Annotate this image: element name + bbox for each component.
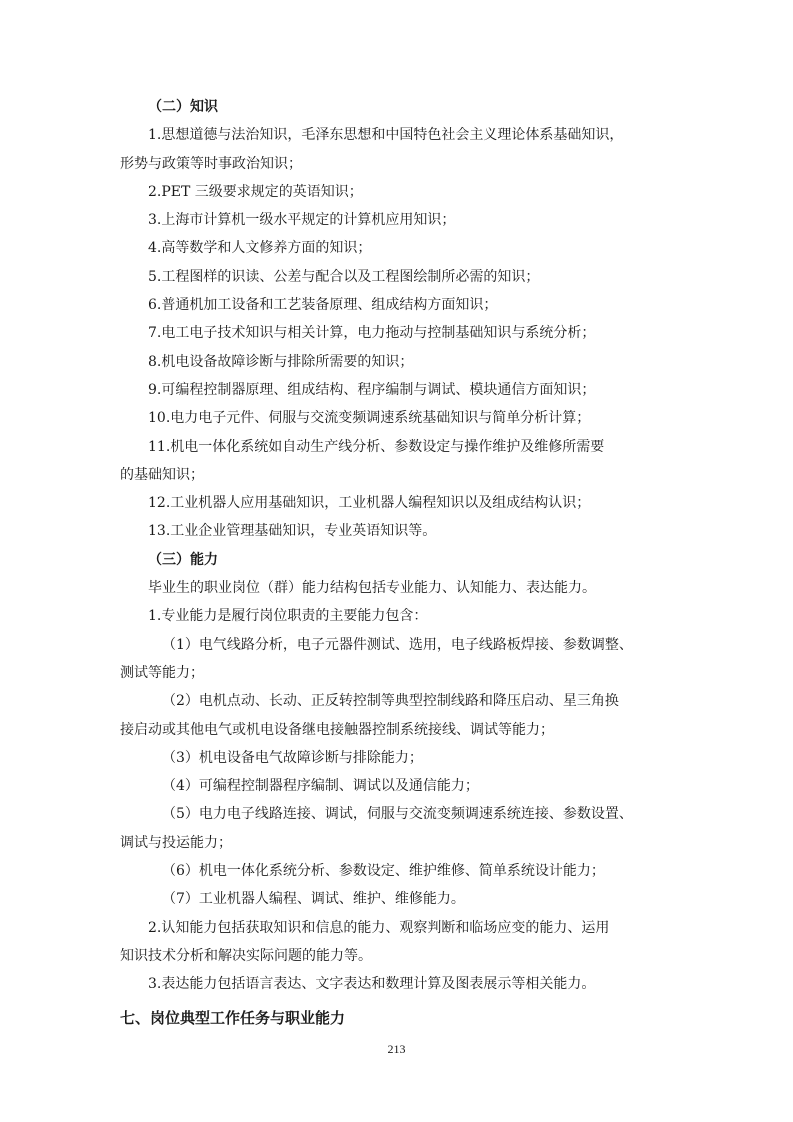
knowledge-item-8: 8.机电设备故障诊断与排除所需要的知识； [148,353,414,370]
professional-item-1-cont: 测试等能力； [120,664,204,681]
knowledge-item-9: 9.可编程控制器原理、组成结构、程序编制与调试、模块通信方面知识； [148,381,596,398]
knowledge-item-11: 11.机电一体化系统如自动生产线分析、参数设定与操作维护及维修所需要 [148,438,605,455]
knowledge-item-3: 3.上海市计算机一级水平规定的计算机应用知识； [148,212,456,229]
section-heading: 七、岗位典型工作任务与职业能力 [120,1008,346,1027]
cognitive-ability-cont: 知识技术分析和解决实际问题的能力等。 [120,947,372,964]
ability-intro: 毕业生的职业岗位（群）能力结构包括专业能力、认知能力、表达能力。 [148,580,596,597]
cognitive-ability: 2.认知能力包括获取知识和信息的能力、观察判断和临场应变的能力、运用 [148,919,610,936]
professional-ability-title: 1.专业能力是履行岗位职责的主要能力包含： [148,608,428,625]
professional-item-4: （4）可编程控制器程序编制、调试以及通信能力； [162,778,479,795]
knowledge-item-1: 1.思想道德与法治知识，毛泽东思想和中国特色社会主义理论体系基础知识， [148,127,624,144]
expression-ability: 3.表达能力包括语言表达、文字表达和数理计算及图表展示等相关能力。 [148,976,596,993]
knowledge-item-2: 2.PET 三级要求规定的英语知识； [148,183,363,200]
knowledge-item-13: 13.工业企业管理基础知识，专业英语知识等。 [148,523,437,540]
professional-item-5-cont: 调试与投运能力； [120,834,232,851]
professional-item-5: （5）电力电子线路连接、调试，伺服与交流变频调速系统连接、参数设置、 [162,806,633,823]
professional-item-2-cont: 接启动或其他电气或机电设备继电接触器控制系统接线、调试等能力； [120,721,554,738]
knowledge-item-4: 4.高等数学和人文修养方面的知识； [148,240,372,257]
professional-item-7: （7）工业机器人编程、调试、维护、维修能力。 [162,891,465,908]
page-number: 213 [387,1042,406,1056]
knowledge-item-6: 6.普通机加工设备和工艺装备原理、组成结构方面知识； [148,297,498,314]
knowledge-item-5: 5.工程图样的识读、公差与配合以及工程图绘制所必需的知识； [148,268,540,285]
knowledge-heading: （二）知识 [148,99,218,115]
professional-item-6: （6）机电一体化系统分析、参数设定、维护维修、简单系统设计能力； [162,863,605,880]
professional-item-1: （1）电气线路分析，电子元器件测试、选用，电子线路板焊接、参数调整、 [162,636,633,653]
professional-item-2: （2）电机点动、长动、正反转控制等典型控制线路和降压启动、星三角换 [162,693,619,710]
knowledge-item-10: 10.电力电子元件、伺服与交流变频调速系统基础知识与简单分析计算； [148,410,591,427]
page-content [120,93,680,1033]
ability-heading: （三）能力 [148,551,218,568]
knowledge-item-11-cont: 的基础知识； [120,466,204,483]
professional-item-3: （3）机电设备电气故障诊断与排除能力； [162,749,423,766]
knowledge-item-1-cont: 形势与政策等时事政治知识； [120,155,302,172]
knowledge-item-12: 12.工业机器人应用基础知识，工业机器人编程知识以及组成结构认识； [148,495,591,512]
knowledge-item-7: 7.电工电子技术知识与相关计算，电力拖动与控制基础知识与系统分析； [148,325,596,342]
